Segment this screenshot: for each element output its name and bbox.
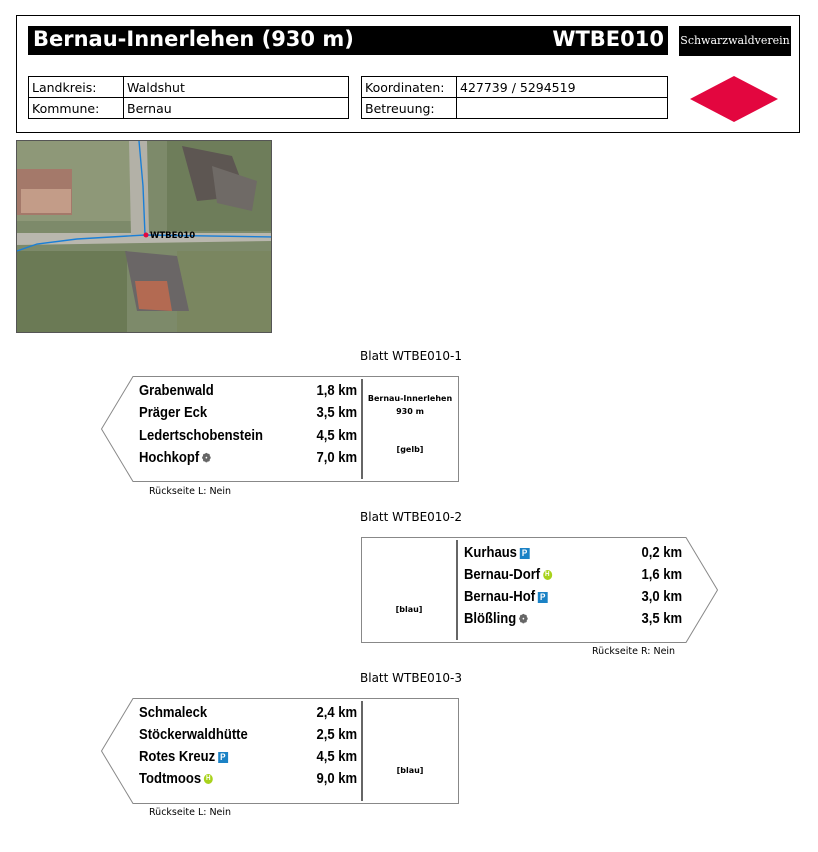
dest-rotes-kreuz: Rotes Kreuz P [139,749,228,765]
dist-rotes-kreuz: 4,5 km [316,749,357,765]
dest-grabenwald: Grabenwald [139,383,214,399]
sheet-2-color: [blau] [395,605,423,614]
title-bar [28,26,668,55]
dist-grabenwald: 1,8 km [316,383,357,399]
sheet-2-rueckseite: Rückseite R: Nein [592,646,676,657]
betreuung-label: Betreuung: [362,98,457,119]
page-title: Bernau-Innerlehen (930 m) [33,27,354,51]
dist-ledertschobenstein: 4,5 km [316,428,357,444]
viewpoint-icon: ❁ [518,612,528,627]
dest-praeger-eck: Präger Eck [139,405,208,421]
sheet-3-color: [blau] [396,766,424,775]
betreuung-value [457,98,668,119]
bus-stop-icon: H [543,570,552,580]
sheet-1-elevation: 930 m [396,407,424,416]
bus-stop-icon: H [204,774,213,784]
dist-bernau-dorf: 1,6 km [641,567,682,583]
kommune-value: Bernau [124,98,349,119]
signpost-sheet-1 [101,376,459,482]
dist-kurhaus: 0,2 km [641,545,682,561]
coordinates-table [361,76,668,119]
dist-schmaleck: 2,4 km [316,705,357,721]
dest-ledertschobenstein: Ledertschobenstein [139,428,264,444]
dest-bloessling: Blößling ❁ [464,611,528,627]
parking-icon: P [520,548,530,559]
parking-icon: P [538,592,548,603]
brand-logo: Schwarzwaldverein [679,26,791,56]
landkreis-label: Landkreis: [29,77,124,98]
sheet-1-color: [gelb] [396,445,424,454]
signpost-code: WTBE010 [552,27,664,51]
dist-todtmoos: 9,0 km [316,771,357,787]
dest-bernau-hof: Bernau-Hof P [464,589,548,605]
viewpoint-icon: ❁ [201,451,211,466]
dest-hochkopf: Hochkopf ❁ [139,450,211,466]
sheet-1-title: Blatt WTBE010-1 [360,349,463,363]
sheet-3-rueckseite: Rückseite L: Nein [149,807,232,818]
dest-bernau-dorf: Bernau-Dorf H [464,567,552,583]
dist-praeger-eck: 3,5 km [316,405,357,421]
landkreis-value: Waldshut [124,77,349,98]
dest-stoeckerwaldhuette: Stöckerwaldhütte [139,727,248,743]
koordinaten-label: Koordinaten: [362,77,457,98]
dist-stoeckerwaldhuette: 2,5 km [316,727,357,743]
aerial-map [16,140,272,333]
kommune-label: Kommune: [29,98,124,119]
koordinaten-value: 427739 / 5294519 [457,77,668,98]
dest-todtmoos: Todtmoos H [139,771,213,787]
signpost-sheet-2 [361,537,718,643]
parking-icon: P [218,752,228,763]
signpost-sheet-3 [101,698,459,804]
location-table [28,76,349,119]
sheet-3-title: Blatt WTBE010-3 [360,671,463,685]
sheet-1-location: Bernau-Innerlehen [367,394,453,403]
dist-bernau-hof: 3,0 km [641,589,682,605]
sheet-1-rueckseite: Rückseite L: Nein [149,486,232,497]
sheet-2-title: Blatt WTBE010-2 [360,510,463,524]
trail-diamond-icon [689,75,779,123]
dest-schmaleck: Schmaleck [139,705,208,721]
dest-kurhaus: Kurhaus P [464,545,530,561]
dist-hochkopf: 7,0 km [316,450,357,466]
map-marker-label: WTBE010 [150,231,196,241]
dist-bloessling: 3,5 km [641,611,682,627]
